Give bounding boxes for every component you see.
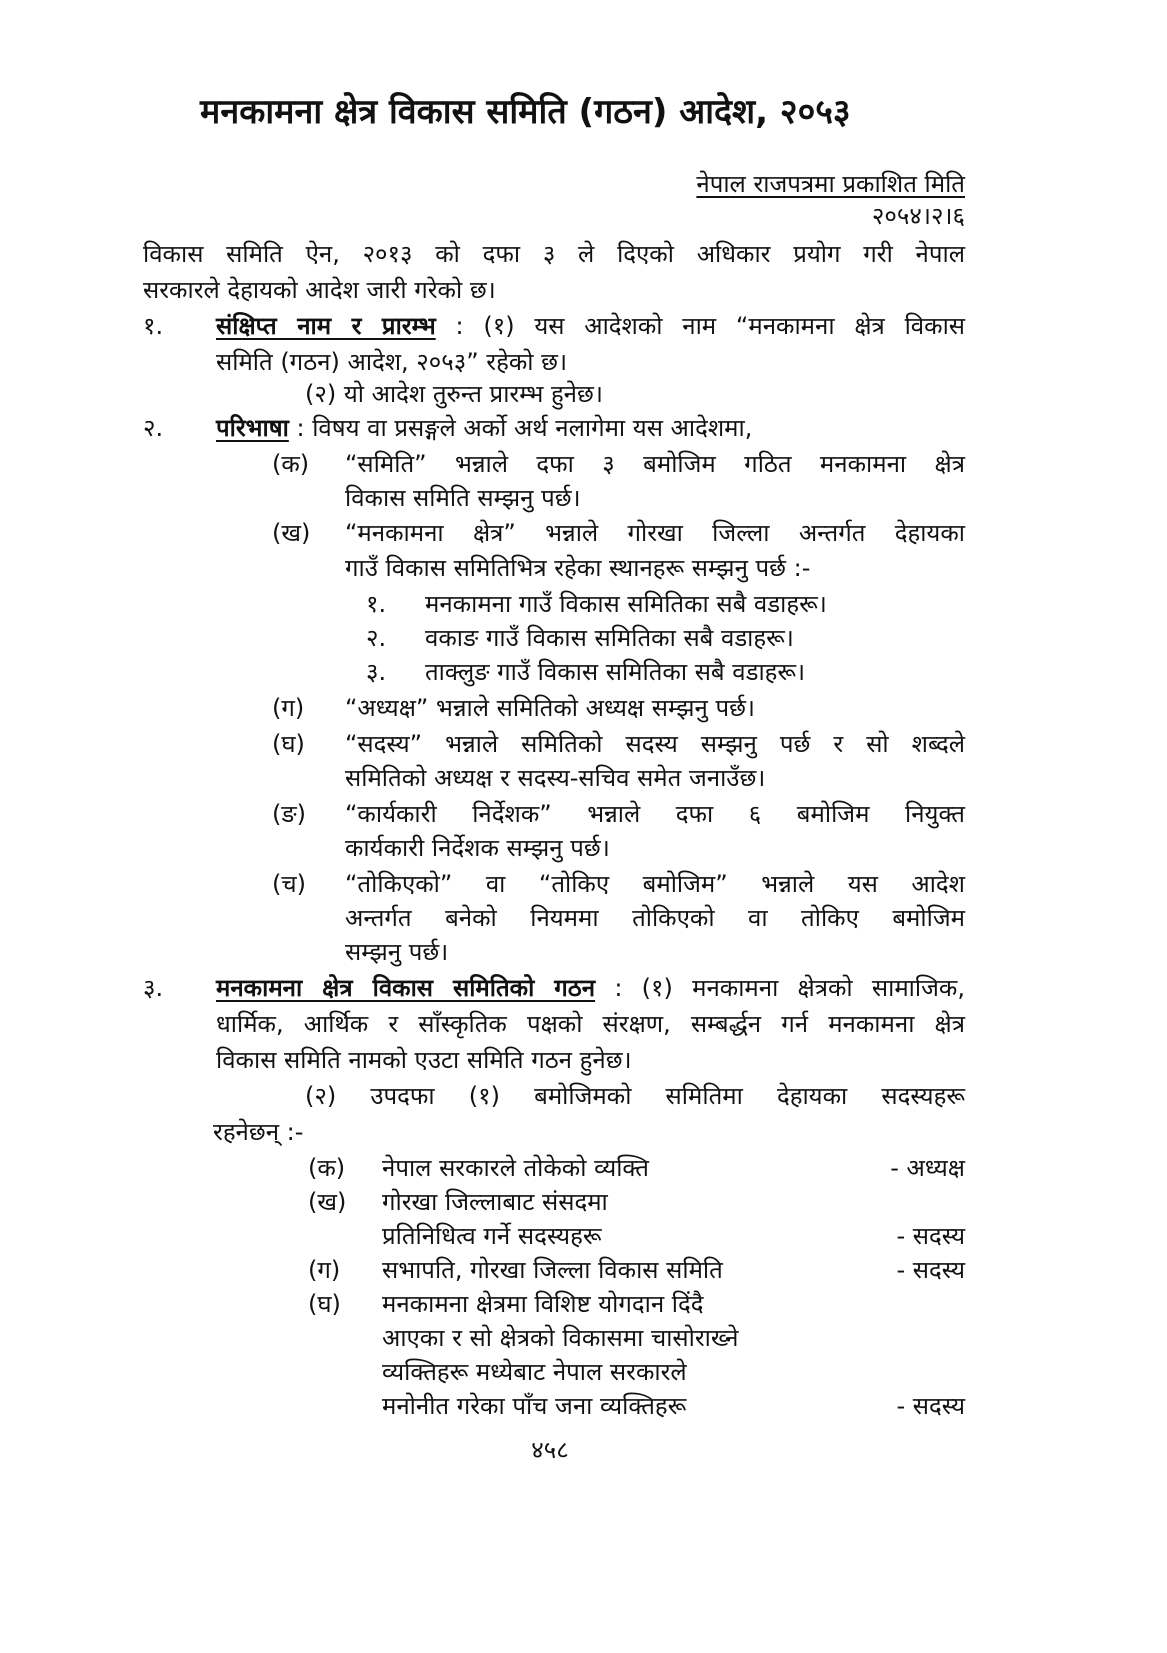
member-label: (घ) — [308, 1290, 341, 1318]
section-2-intro — [216, 410, 752, 446]
member-role: - सदस्य — [896, 1256, 965, 1284]
definition-line: विकास समिति सम्झनु पर्छ। — [345, 484, 581, 512]
definition-line: “कार्यकारी निर्देशक” भन्नाले दफा ६ बमोजिम नियुक्त — [345, 800, 965, 828]
section-3-line-1-text: : (१) मनकामना क्षेत्रको सामाजिक, — [614, 974, 965, 1002]
member-description: मनोनीत गरेका पाँच जना व्यक्तिहरू — [382, 1392, 687, 1420]
member-description: प्रतिनिधित्व गर्ने सदस्यहरू — [382, 1222, 602, 1250]
member-label: (ख) — [308, 1188, 347, 1216]
area-number: २. — [366, 624, 387, 652]
section-1-line-2: समिति (गठन) आदेश, २०५३” रहेको छ। — [216, 348, 568, 376]
area-number: ३. — [366, 658, 387, 686]
section-3-line-3: विकास समिति नामको एउटा समिति गठन हुनेछ। — [216, 1046, 632, 1074]
section-1-line-1-text: : (१) यस आदेशको नाम “मनकामना क्षेत्र विकास — [455, 312, 966, 340]
definition-line: “मनकामना क्षेत्र” भन्नाले गोरखा जिल्ला अन्तर्गत देहायका — [345, 519, 965, 547]
section-1-subsection-2: (२) यो आदेश तुरुन्त प्रारम्भ हुनेछ। — [305, 380, 603, 408]
definition-line: “तोकिएको” वा “तोकिए बमोजिम” भन्नाले यस आदेश — [345, 870, 965, 898]
section-3-line-2: धार्मिक, आर्थिक र साँस्कृतिक पक्षको संरक्षण, सम्बर्द्धन गर्न मनकामना क्षेत्र — [216, 1010, 965, 1038]
definition-line: “अध्यक्ष” भन्नाले समितिको अध्यक्ष सम्झनु पर्छ। — [345, 694, 756, 722]
definition-label: (घ) — [272, 730, 305, 758]
gazette-label: नेपाल राजपत्रमा प्रकाशित मिति — [696, 170, 965, 198]
section-3-line-1 — [216, 970, 965, 1006]
definition-label: (ङ) — [272, 800, 307, 828]
page-number: ४५८ — [531, 1436, 569, 1464]
section-1-number: १. — [143, 312, 164, 340]
definition-line: “सदस्य” भन्नाले समितिको सदस्य सम्झनु पर्छ र सो शब्दले — [345, 730, 965, 758]
definition-line: गाउँ विकास समितिभित्र रहेका स्थानहरू सम्झनु पर्छ :- — [345, 554, 811, 582]
definition-line: “समिति” भन्नाले दफा ३ बमोजिम गठित मनकामना क्षेत्र — [345, 450, 965, 478]
area-text: ताक्लुङ गाउँ विकास समितिका सबै वडाहरू। — [425, 658, 806, 686]
area-number: १. — [366, 590, 387, 618]
member-description: व्यक्तिहरू मध्येबाट नेपाल सरकारले — [382, 1358, 687, 1386]
definition-label: (च) — [272, 870, 306, 898]
member-description: मनकामना क्षेत्रमा विशिष्ट योगदान दिंदै — [382, 1290, 704, 1318]
section-3-subsection-2-line-2: रहनेछन् :- — [213, 1118, 304, 1146]
definition-line: अन्तर्गत बनेको नियममा तोकिएको वा तोकिए बमोजिम — [345, 904, 965, 932]
section-2-number: २. — [143, 414, 164, 442]
section-3-subsection-2: (२) उपदफा (१) बमोजिमको समितिमा देहायका सदस्यहरू — [305, 1082, 965, 1110]
section-3-number: ३. — [143, 974, 164, 1002]
preamble-line-2: सरकारले देहायको आदेश जारी गरेको छ। — [143, 276, 496, 304]
definition-line: समितिको अध्यक्ष र सदस्य-सचिव समेत जनाउँछ। — [345, 764, 766, 792]
member-label: (ग) — [308, 1256, 341, 1284]
member-label: (क) — [308, 1154, 346, 1182]
member-role: - सदस्य — [896, 1222, 965, 1250]
section-3-heading: मनकामना क्षेत्र विकास समितिको गठन — [216, 974, 596, 1002]
section-2-intro-text: : विषय वा प्रसङ्गले अर्को अर्थ नलागेमा यस आदेशमा, — [296, 414, 753, 442]
member-description: आएका र सो क्षेत्रको विकासमा चासोराख्ने — [382, 1324, 739, 1352]
member-role: - अध्यक्ष — [890, 1154, 965, 1182]
member-description: गोरखा जिल्लाबाट संसदमा — [382, 1188, 608, 1216]
definition-label: (ग) — [272, 694, 305, 722]
section-2-heading: परिभाषा — [216, 414, 289, 442]
member-description: सभापति, गोरखा जिल्ला विकास समिति — [382, 1256, 723, 1284]
area-text: वकाङ गाउँ विकास समितिका सबै वडाहरू। — [425, 624, 794, 652]
definition-label: (क) — [272, 450, 310, 478]
definition-line: कार्यकारी निर्देशक सम्झनु पर्छ। — [345, 834, 610, 862]
member-role: - सदस्य — [896, 1392, 965, 1420]
area-text: मनकामना गाउँ विकास समितिका सबै वडाहरू। — [425, 590, 827, 618]
section-1-line-1 — [216, 308, 965, 344]
definition-line: सम्झनु पर्छ। — [345, 938, 449, 966]
gazette-date: २०५४।२।६ — [871, 202, 965, 230]
section-1-heading: संक्षिप्त नाम र प्रारम्भ — [216, 312, 436, 340]
definition-label: (ख) — [272, 519, 311, 547]
page-title: मनकामना क्षेत्र विकास समिति (गठन) आदेश, २०५३ — [200, 92, 851, 132]
preamble-line-1: विकास समिति ऐन, २०१३ को दफा ३ ले दिएको अधिकार प्रयोग गरी नेपाल — [143, 240, 965, 268]
member-description: नेपाल सरकारले तोकेको व्यक्ति — [382, 1154, 649, 1182]
